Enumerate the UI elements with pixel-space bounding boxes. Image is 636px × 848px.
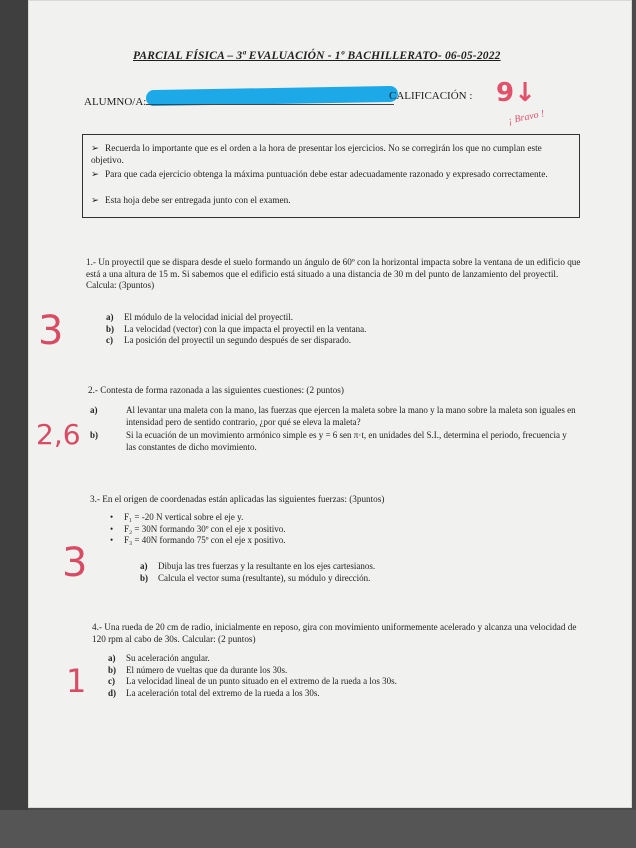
instruction-item: ➢ Esta hoja debe ser entregada junto con el examen. (91, 196, 291, 206)
list-item: c) La velocidad lineal de un punto situado en el extremo de la rueda a los 30s. (108, 676, 397, 686)
question-1-text: 1.- Un proyectil que se dispara desde el suelo formando un ángulo de 60º con la horizontal impacta sobre la ventana de un edificio que está a una altura de 15 m. Si sabemos que el edificio está situado a una distancia de 30 m del punto de lanzamiento del proyectil. Calcula: (3puntos) (86, 257, 581, 290)
handwritten-score-3: 3 (62, 540, 88, 586)
question-3-text: 3.- En el origen de coordenadas están aplicadas las siguientes fuerzas: (3puntos) (90, 494, 385, 504)
question-4-items (108, 653, 548, 699)
arrow-bullet-icon: ➢ (91, 170, 99, 180)
name-line (146, 104, 394, 105)
list-item: b) Calcula el vector suma (resultante), su módulo y dirección. (140, 572, 371, 583)
student-label: ALUMNO/A: (84, 96, 147, 108)
bullet-icon: • (110, 523, 114, 534)
instruction-item: ➢ Para que cada ejercicio obtenga la máxima puntuación debe estar adecuadamente razonado y expresado correctamente. (91, 170, 548, 180)
list-item: • F₂ = 30N formando 30º con el eje x positivo. (110, 523, 286, 534)
bullet-icon: • (110, 512, 114, 522)
handwritten-score-1: 3 (38, 308, 64, 354)
grade-label: CALIFICACIÓN : (389, 90, 473, 102)
handwritten-score-4: 1 (66, 662, 87, 700)
arrow-bullet-icon: ➢ (91, 144, 99, 154)
question-2-items (90, 405, 578, 453)
background-bottom (0, 810, 636, 848)
list-item: a) Dibuja las tres fuerzas y la resultante en los ejes cartesianos. (140, 561, 376, 571)
list-item: • F₃ = 40N formando 75º con el eje x positivo. (110, 535, 286, 545)
list-item: b) La velocidad (vector) con la que impacta el proyectil en la ventana. (106, 323, 367, 334)
question-4-text: 4.- Una rueda de 20 cm de radio, inicialmente en reposo, gira con movimiento uniformemente acelerado y alcanza una velocidad de 120 rpm al cabo de 30s. Calcular: (2 puntos) (92, 622, 577, 644)
question-3-forces (110, 512, 410, 547)
handwritten-comment: ¡ Bravo ! (507, 108, 546, 127)
exam-title: PARCIAL FÍSICA – 3ª EVALUACIÓN - 1º BACHILLERATO- 06-05-2022 (133, 50, 501, 62)
handwritten-score-2: 2,6 (36, 418, 81, 451)
list-item: a) Al levantar una maleta con la mano, las fuerzas que ejercen la maleta sobre la mano y la mano sobre la maleta son iguales en intensidad pero de sentido contrario, ¿por qué se eleva la maleta? (90, 405, 576, 427)
arrow-bullet-icon: ➢ (91, 196, 99, 206)
question-2-text: 2.- Contesta de forma razonada a las siguientes cuestiones: (2 puntos) (88, 385, 344, 395)
instructions-box (82, 134, 580, 218)
list-item: a) El módulo de la velocidad inicial del proyectil. (106, 312, 293, 322)
question-3-items (140, 561, 520, 584)
exam-sheet (28, 0, 632, 808)
list-item: b) El número de vueltas que da durante los 30s. (108, 664, 288, 675)
instruction-item: ➢ Recuerda lo importante que es el orden a la hora de presentar los ejercicios. No se corregirán los que no cumplan este objetivo. (91, 144, 542, 166)
background-left (0, 0, 28, 848)
list-item: a) Su aceleración angular. (108, 653, 210, 663)
list-item: • F₁ = -20 N vertical sobre el eje y. (110, 512, 244, 522)
list-item: d) La aceleración total del extremo de la rueda a los 30s. (108, 687, 320, 698)
list-item: c) La posición del proyectil un segundo después de ser disparado. (106, 335, 351, 345)
bullet-icon: • (110, 535, 114, 545)
question-1-items (106, 312, 546, 347)
handwritten-grade: 9↓ (496, 78, 536, 108)
list-item: b) Si la ecuación de un movimiento armónico simple es y = 6 sen π·t, en unidades del S.I., determina el periodo, frecuencia y las constantes de dicho movimiento. (90, 430, 567, 452)
